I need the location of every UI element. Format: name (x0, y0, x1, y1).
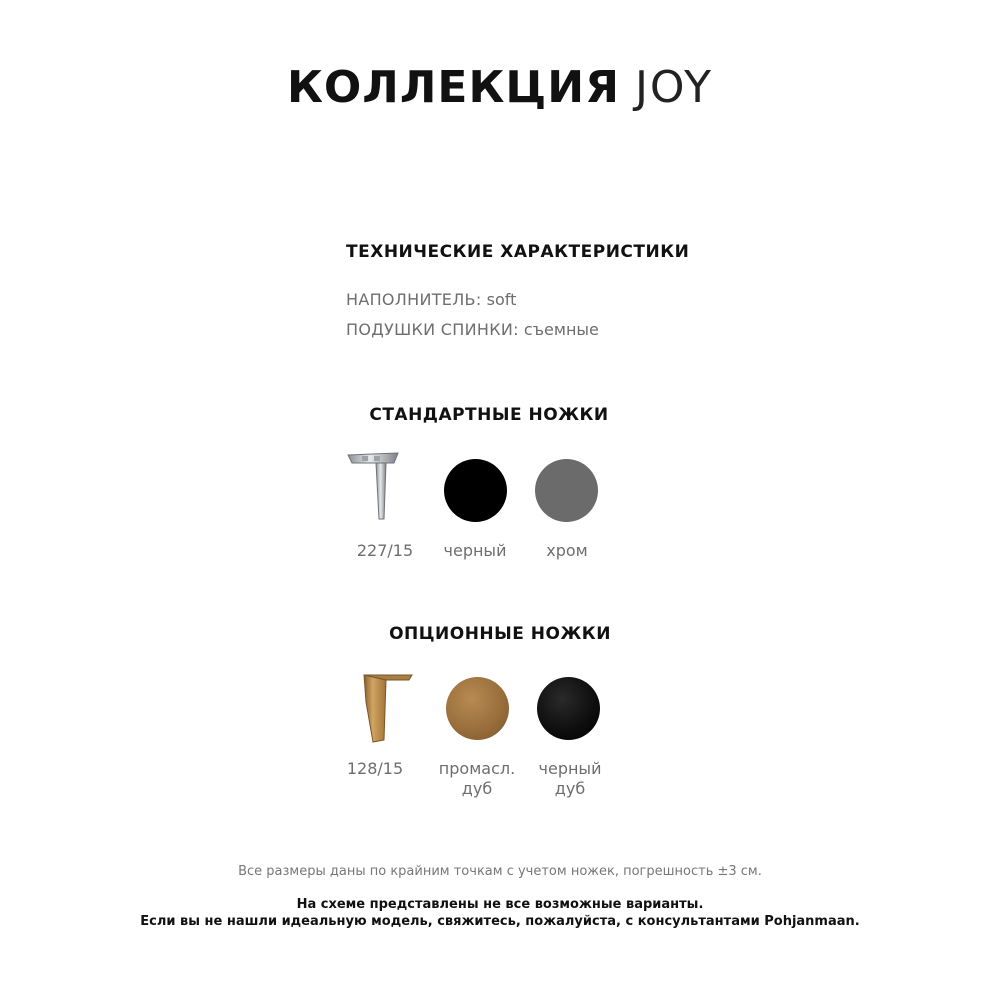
spec-key: НАПОЛНИТЕЛЬ: (346, 290, 482, 309)
chrome-swatch-caption: хром (546, 541, 588, 560)
black-swatch-caption: черный (443, 541, 507, 560)
chrome-swatch (535, 459, 598, 522)
black-oak-swatch (537, 677, 600, 740)
tech-heading: ТЕХНИЧЕСКИЕ ХАРАКТЕРИСТИКИ (346, 242, 690, 262)
spec-value: soft (486, 290, 517, 309)
spec-value: съемные (523, 320, 599, 339)
title-name: JOY (634, 62, 714, 113)
page-title (0, 62, 1000, 113)
dimensions-note: Все размеры даны по крайним точкам с учетом ножек, погрешность ±3 см. (238, 864, 762, 879)
wooden-leg-caption: 128/15 (346, 759, 404, 778)
optional-legs-heading: ОПЦИОННЫЕ НОЖКИ (389, 624, 611, 644)
oiled-oak-swatch (446, 677, 509, 740)
spec-row-filling (346, 290, 516, 309)
metal-leg-caption: 227/15 (356, 541, 414, 560)
standard-legs-heading: СТАНДАРТНЫЕ НОЖКИ (369, 405, 609, 425)
disclaimer-line-2: Если вы не нашли идеальную модель, свяжитесь, пожалуйста, с консультантами Pohjanmaan. (140, 914, 860, 929)
black-oak-caption: черный дуб (538, 759, 602, 798)
black-swatch (444, 459, 507, 522)
wooden-leg-icon (356, 672, 416, 744)
oiled-oak-caption: промасл. дуб (438, 759, 516, 798)
spec-key: ПОДУШКИ СПИНКИ: (346, 320, 519, 339)
spec-row-cushions (346, 320, 599, 339)
metal-leg-icon (346, 452, 402, 522)
disclaimer-line-1: На схеме представлены не все возможные варианты. (296, 897, 704, 912)
title-collection: КОЛЛЕКЦИЯ (286, 62, 620, 113)
